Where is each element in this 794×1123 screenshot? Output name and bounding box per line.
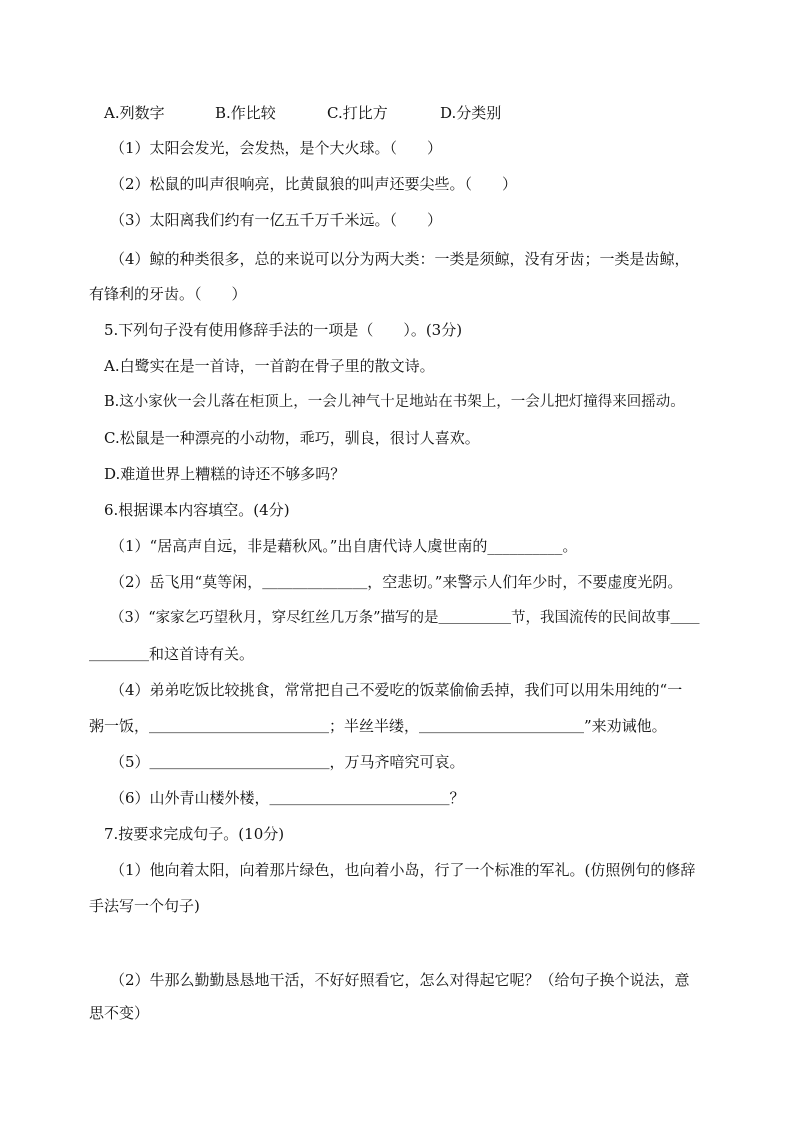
q7-line-1: （1）他向着太阳，向着那片绿色，也向着小岛，行了一个标准的军礼。(仿照例句的修辞 xyxy=(110,861,696,879)
q7-line-2-cont: 思不变） xyxy=(89,1004,150,1022)
q5-option-c: C.松鼠是一种漂亮的小动物，乖巧，驯良，很讨人喜欢。 xyxy=(104,429,480,447)
q5-stem: 5.下列句子没有使用修辞手法的一项是（ ）。(3分) xyxy=(104,321,463,339)
q5-option-d: D.难道世界上糟糕的诗还不够多吗？ xyxy=(104,465,346,483)
q6-line-6: （6）山外青山楼外楼，＿＿＿＿＿＿＿＿＿＿＿＿？ xyxy=(110,789,465,807)
q6-line-3: （3）“家家乞巧望秋月，穿尽红丝几万条”描写的是＿＿＿＿＿节，我国流传的民间故事＿＿ xyxy=(110,610,700,626)
q6-line-1: （1）“居高声自远，非是藉秋风。”出自唐代诗人虞世南的__________。 xyxy=(110,537,578,555)
option-b: B.作比较 xyxy=(215,104,276,122)
q4-item-4-cont: 有锋利的牙齿。（ ） xyxy=(89,285,247,303)
q7-line-2: （2）牛那么勤勤恳恳地干活，不好好照看它，怎么对得起它呢？（给句子换个说法，意 xyxy=(110,971,690,989)
option-d: D.分类别 xyxy=(440,104,502,122)
q7-stem: 7.按要求完成句子。(10分) xyxy=(104,825,285,843)
q4-options-row xyxy=(104,103,524,123)
q6-line-5: （5）＿＿＿＿＿＿＿＿＿＿＿＿，万马齐喑究可哀。 xyxy=(110,753,465,771)
option-a: A.列数字 xyxy=(104,104,165,122)
q6-line-4: （4）弟弟吃饭比较挑食，常常把自己不爱吃的饭菜偷偷丢掉，我们可以用朱用纯的“一 xyxy=(110,681,683,699)
q4-item-1: （1）太阳会发光，会发热，是个大火球。（ ） xyxy=(110,139,443,157)
q6-stem: 6.根据课本内容填空。(4分) xyxy=(104,501,290,519)
q5-option-a: A.白鹭实在是一首诗，一首韵在骨子里的散文诗。 xyxy=(104,357,435,375)
q7-line-1-cont: 手法写一个句子) xyxy=(89,897,200,915)
q6-line-2: （2）岳飞用“莫等闲，＿＿＿＿＿＿＿，空悲切。”来警示人们年少时，不要虚度光阴。 xyxy=(110,573,683,591)
option-c: C.打比方 xyxy=(327,104,388,122)
q6-line-3-cont: ＿＿＿＿和这首诗有关。 xyxy=(89,645,255,663)
q5-option-b: B.这小家伙一会儿落在柜顶上，一会儿神气十足地站在书架上，一会儿把灯撞得来回摇动。 xyxy=(104,394,685,410)
q4-item-3: （3）太阳离我们约有一亿五千万千米远。（ ） xyxy=(110,211,443,229)
q6-line-4-cont: 粥一饭，＿＿＿＿＿＿＿＿＿＿＿＿；半丝半缕，＿＿＿＿＿＿＿＿＿＿＿”来劝诫他。 xyxy=(89,717,667,735)
q4-item-2: （2）松鼠的叫声很响亮，比黄鼠狼的叫声还要尖些。（ ） xyxy=(110,175,518,193)
q4-item-4: （4）鲸的种类很多，总的来说可以分为两大类：一类是须鲸，没有牙齿；一类是齿鲸， xyxy=(110,250,690,268)
